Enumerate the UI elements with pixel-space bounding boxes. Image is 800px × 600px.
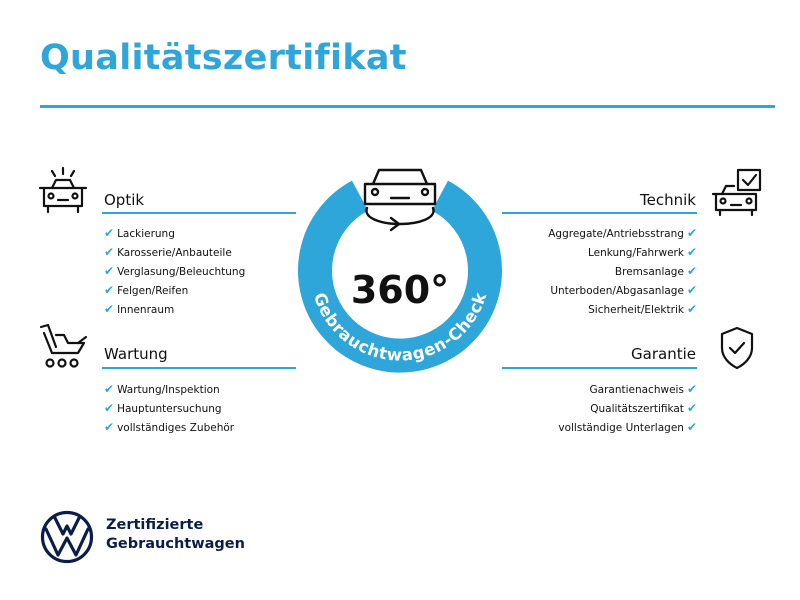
list-item: ✔ Karosserie/Anbauteile (104, 245, 232, 259)
list-item: ✔ Hauptuntersuchung (104, 401, 222, 415)
check-icon: ✔ (104, 226, 115, 240)
car-rotate-icon (365, 170, 435, 230)
page-title: Qualitätszertifikat (40, 38, 407, 78)
list-item: ✔ Lackierung (104, 226, 175, 240)
car-checkbox-icon (712, 168, 762, 218)
check-icon: ✔ (104, 401, 115, 415)
wartung-heading: Wartung (104, 345, 168, 363)
garantie-divider (502, 367, 697, 369)
check-icon: ✔ (104, 283, 115, 297)
list-item: ✔ Felgen/Reifen (104, 283, 189, 297)
oil-can-icon (38, 323, 88, 371)
check-icon: ✔ (686, 226, 697, 240)
check-icon: ✔ (686, 264, 697, 278)
list-item: vollständige Unterlagen ✔ (558, 420, 697, 434)
wartung-list (104, 380, 234, 437)
check-icon: ✔ (686, 283, 697, 297)
list-item: Lenkung/Fahrwerk ✔ (587, 245, 697, 259)
check-icon: ✔ (104, 245, 115, 259)
badge-label: Gebrauchtwagen-Check (309, 290, 491, 365)
list-item: Sicherheit/Elektrik ✔ (588, 302, 697, 316)
check-icon: ✔ (686, 401, 697, 415)
check-360-badge (287, 158, 513, 384)
list-item: Unterboden/Abgasanlage ✔ (550, 283, 697, 297)
check-icon: ✔ (104, 382, 115, 396)
list-item: Aggregate/Antriebsstrang ✔ (548, 226, 697, 240)
title-divider (40, 105, 775, 108)
technik-divider (502, 212, 697, 214)
wartung-divider (102, 367, 296, 369)
check-icon: ✔ (104, 420, 115, 434)
list-item: ✔ Wartung/Inspektion (104, 382, 220, 396)
check-icon: ✔ (686, 382, 697, 396)
vw-logo-icon (40, 510, 94, 564)
shield-check-icon (719, 326, 755, 370)
check-icon: ✔ (104, 302, 115, 316)
garantie-list (558, 380, 697, 437)
list-item: Garantienachweis ✔ (589, 382, 697, 396)
check-icon: ✔ (104, 264, 115, 278)
list-item: ✔ vollständiges Zubehör (104, 420, 235, 434)
check-icon: ✔ (686, 245, 697, 259)
optik-list (104, 224, 245, 319)
list-item: Bremsanlage ✔ (614, 264, 697, 278)
garantie-heading: Garantie (631, 345, 696, 363)
list-item: ✔ Innenraum (104, 302, 175, 316)
brand-text (106, 516, 245, 554)
check-icon: ✔ (686, 420, 697, 434)
badge-value: 360° (350, 268, 450, 312)
list-item: Qualitätszertifikat ✔ (590, 401, 697, 415)
optik-divider (102, 212, 296, 214)
car-with-light-icon (38, 166, 88, 216)
check-icon: ✔ (686, 302, 697, 316)
technik-heading: Technik (640, 191, 696, 209)
brand-line-2: Gebrauchtwagen (106, 536, 245, 552)
brand-line-1: Zertifizierte (106, 517, 204, 533)
list-item: ✔ Verglasung/Beleuchtung (104, 264, 246, 278)
technik-list (548, 224, 697, 319)
optik-heading: Optik (104, 191, 145, 209)
